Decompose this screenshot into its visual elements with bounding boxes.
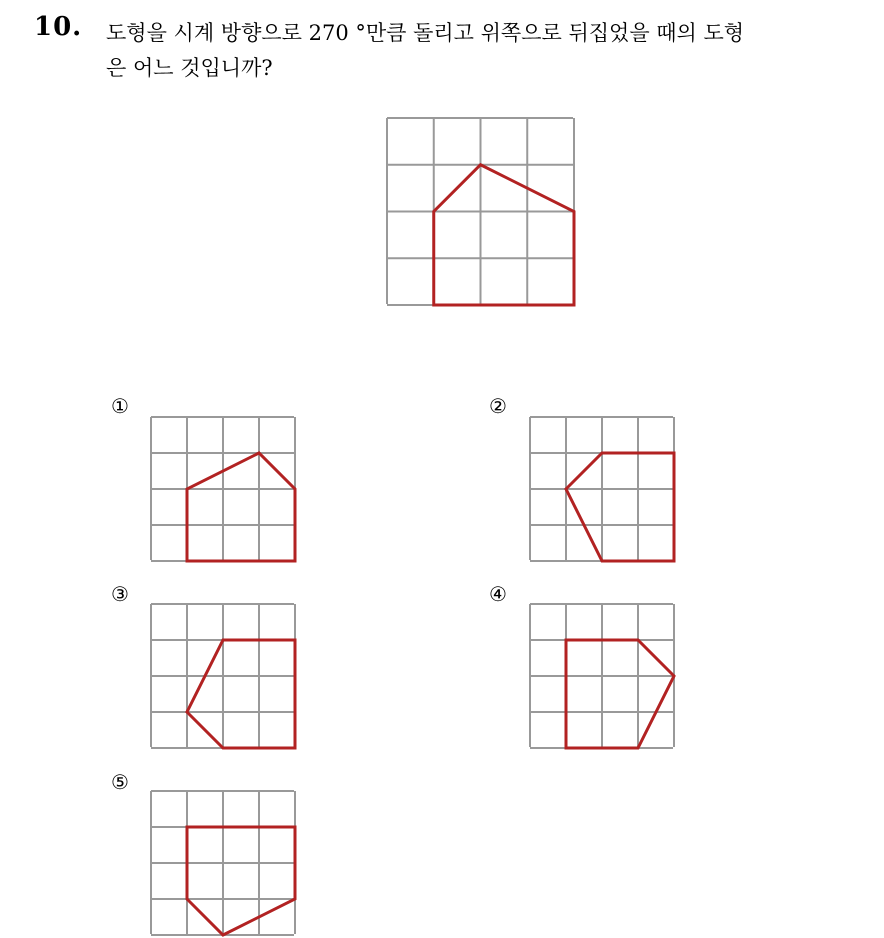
choice-3-label[interactable]: ③ <box>111 582 129 606</box>
shape-outline <box>187 640 295 748</box>
shape-outline <box>187 827 295 935</box>
original-figure-grid <box>386 117 574 305</box>
question-number: 10. <box>34 12 83 42</box>
shape-outline <box>566 453 674 561</box>
choice-5-grid[interactable] <box>150 790 295 935</box>
choice-4-grid[interactable] <box>529 603 674 748</box>
shape-outline <box>434 165 574 305</box>
choice-5-label[interactable]: ⑤ <box>111 770 129 794</box>
choice-4-label[interactable]: ④ <box>489 582 507 606</box>
choice-1-grid[interactable] <box>150 416 295 561</box>
shape-outline <box>187 453 295 561</box>
choice-1-label[interactable]: ① <box>111 394 129 418</box>
shape-outline <box>566 640 674 748</box>
choice-2-label[interactable]: ② <box>489 394 507 418</box>
choice-2-grid[interactable] <box>529 416 674 561</box>
choice-3-grid[interactable] <box>150 603 295 748</box>
question-text-line-1: 도형을 시계 방향으로 270 °만큼 돌리고 위쪽으로 뒤집었을 때의 도형 <box>106 21 745 45</box>
question-text-line-2: 은 어느 것입니까? <box>106 56 273 80</box>
